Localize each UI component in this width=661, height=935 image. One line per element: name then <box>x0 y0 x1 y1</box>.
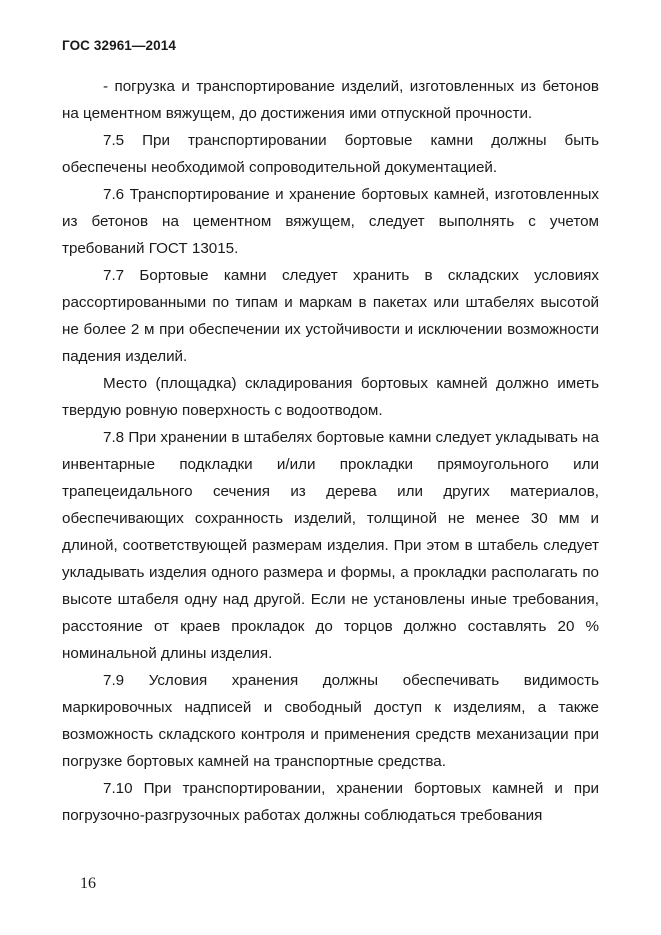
paragraph-7-8: 7.8 При хранении в штабелях бортовые камни следует укладывать на инвентарные подкладки и/или прокладки прямоугольного или трапецеидального сечения из дерева или других материалов, обеспечивающих сохранность изделий, толщиной не менее 30 мм и длиной, соответствующей размерам изделия. При этом в штабель следует укладывать изделия одного размера и формы, а прокладки располагать по высоте штабеля одну над другой. Если не установлены иные требования, расстояние от краев прокладок до торцов должно составлять 20 % номинальной длины изделия. <box>62 429 599 662</box>
document-body <box>62 73 599 829</box>
paragraph-7-7: 7.7 Бортовые камни следует хранить в складских условиях рассортированными по типам и маркам в пакетах или штабелях высотой не более 2 м при обеспечении их устойчивости и исключении возможности падения изделий. <box>62 267 599 365</box>
paragraph-7-10: 7.10 При транспортировании, хранении бортовых камней и при погрузочно-разгрузочных работах должны соблюдаться требования <box>62 780 599 824</box>
paragraph-loading-item: - погрузка и транспортирование изделий, изготовленных из бетонов на цементном вяжущем, до достижения ими отпускной прочности. <box>62 78 599 122</box>
paragraph-7-6: 7.6 Транспортирование и хранение бортовых камней, изготовленных из бетонов на цементном вяжущем, следует выполнять с учетом требований ГОСТ 13015. <box>62 186 599 257</box>
paragraph-storage-site: Место (площадка) складирования бортовых камней должно иметь твердую ровную поверхность с водоотводом. <box>62 375 599 419</box>
paragraph-7-9: 7.9 Условия хранения должны обеспечивать видимость маркировочных надписей и свободный доступ к изделиям, а также возможность складского контроля и применения средств механизации при погрузке бортовых камней на транспортные средства. <box>62 672 599 770</box>
document-code-header: ГОС 32961—2014 <box>62 38 176 53</box>
page-number: 16 <box>80 875 96 892</box>
paragraph-7-5: 7.5 При транспортировании бортовые камни должны быть обеспечены необходимой сопроводительной документацией. <box>62 132 599 176</box>
